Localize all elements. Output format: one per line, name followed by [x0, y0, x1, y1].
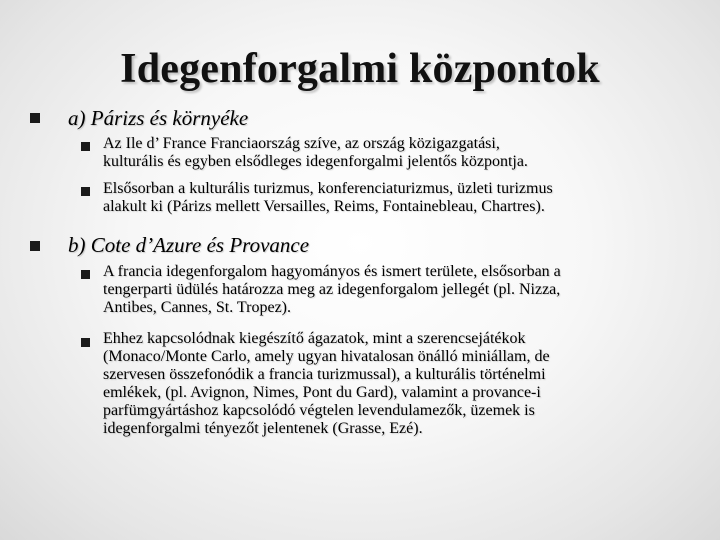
list-item-line: Elsősorban a kulturális turizmus, konferenciaturizmus, üzleti turizmus — [103, 180, 553, 197]
list-item-line: alakult ki (Párizs mellett Versailles, Reims, Fontainebleau, Chartres). — [103, 198, 545, 215]
square-bullet-icon — [81, 338, 90, 347]
slide-title: Idegenforgalmi központok — [120, 46, 600, 92]
square-bullet-icon — [30, 241, 40, 251]
list-item-line: A francia idegenforgalom hagyományos és ismert területe, elsősorban a — [103, 263, 561, 280]
list-item-line: szervesen összefonódik a francia turizmussal), a kulturális történelmi — [103, 366, 546, 383]
square-bullet-icon — [30, 113, 40, 123]
list-item-line: Ehhez kapcsolódnak kiegészítő ágazatok, mint a szerencsejátékok — [103, 330, 526, 347]
square-bullet-icon — [81, 187, 90, 196]
list-item-line: (Monaco/Monte Carlo, amely ugyan hivatalosan önálló miniállam, de — [103, 348, 550, 365]
list-item — [103, 330, 683, 438]
list-item — [103, 263, 683, 317]
list-item-line: tengerparti üdülés határozza meg az idegenforgalom jellegét (pl. Nizza, — [103, 281, 561, 298]
square-bullet-icon — [81, 270, 90, 279]
square-bullet-icon — [81, 142, 90, 151]
list-item-line: emlékek, (pl. Avignon, Nimes, Pont du Gard), valamint a provance-i — [103, 384, 541, 401]
list-item-line: idegenforgalmi tényezőt jelentenek (Grasse, Ezé). — [103, 420, 423, 437]
section-heading: b) Cote d’Azure és Provance — [68, 233, 310, 257]
list-item-line: Az Ile d’ France Franciaország szíve, az ország közigazgatási, — [103, 135, 500, 152]
list-item — [103, 180, 683, 216]
list-item-line: kulturális és egyben elsődleges idegenforgalmi jelentős központja. — [103, 153, 528, 170]
section-heading: a) Párizs és környéke — [68, 106, 249, 130]
list-item-line: Antibes, Cannes, St. Tropez). — [103, 299, 291, 316]
list-item-line: parfümgyártáshoz kapcsolódó végtelen levendulamezők, üzemek is — [103, 402, 535, 419]
list-item — [103, 135, 683, 171]
